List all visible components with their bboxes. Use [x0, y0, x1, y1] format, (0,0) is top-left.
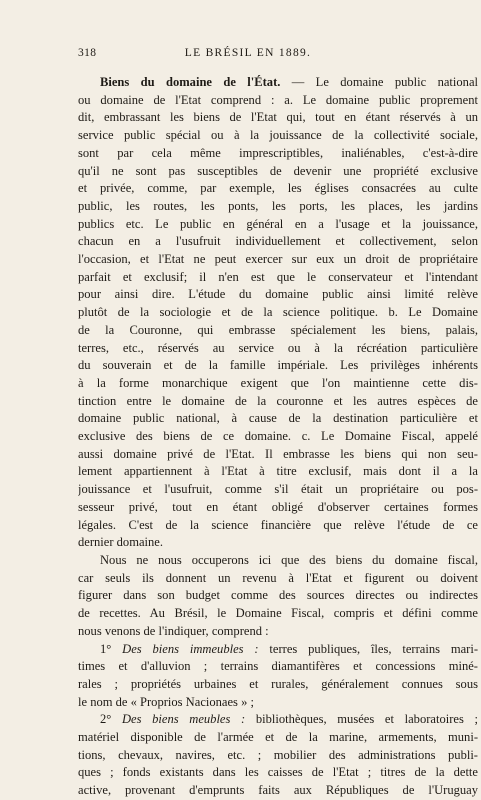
text-line [78, 782, 478, 800]
line-text: ou domaine de l'Etat comprend : a. Le domaine public proprement [78, 92, 478, 107]
text-line [78, 481, 478, 499]
line-text: ques ; fonds existants dans les caisses de l'Etat ; titres de la dette [78, 765, 478, 780]
text-line [78, 357, 478, 375]
line-text: dernier domaine. [78, 535, 164, 550]
text-line [78, 304, 478, 322]
text-line [78, 251, 478, 269]
line-text: times et d'alluvion ; terrains diamantifères et concessions miné- [78, 659, 478, 674]
text-line [78, 658, 478, 676]
section-heading: Biens du domaine de l'État. [100, 75, 281, 89]
line-text: le nom de « Proprios Nacionaes » ; [78, 694, 254, 709]
line-text: sesseur privé, tout en étant obligé d'observer certaines formes [78, 499, 478, 514]
text-line [78, 534, 478, 552]
line-text: terres, etc., réservés au service ou à la récréation particulière [78, 340, 478, 355]
text-line [78, 446, 478, 464]
line-text: terres publiques, îles, terrains mari- [258, 641, 478, 656]
running-title: LE BRÉSIL EN 1889. [184, 47, 312, 59]
line-text: lement appartiennent à l'Etat à titre exclusif, mais dont il a la [78, 464, 478, 479]
line-text: — Le domaine public national [280, 75, 478, 89]
line-text: active, provenant d'emprunts faits aux Républiques de l'Uruguay [78, 783, 478, 798]
text-line [78, 74, 478, 92]
line-text: chacun en a l'usufruit individuellement et collectivement, selon [78, 234, 478, 249]
line-text: figurer dans son budget comme des sources directes ou indirectes [78, 588, 478, 603]
text-line [78, 694, 478, 712]
text-line [78, 145, 478, 163]
line-text: parfait et exclusif; il n'en est que le conservateur et l'intendant [78, 269, 478, 284]
line-text: publics etc. Le public en général en a l'usage et la jouissance, [78, 216, 478, 231]
line-text: légales. C'est de la science financière que relève l'étude de ce [78, 517, 478, 532]
text-line [78, 92, 478, 110]
line-text: pour ainsi dire. L'étude du domaine public ainsi limité relève [78, 287, 478, 302]
text-line [78, 517, 478, 535]
text-line [78, 587, 478, 605]
body-text [78, 74, 478, 800]
text-line [78, 163, 478, 181]
line-text: dit, embrassant les biens de l'Etat qui, tout en étant réservés à un [78, 110, 478, 125]
text-line [78, 552, 478, 570]
list-item-heading: Des biens immeubles : [122, 641, 259, 656]
line-text: du souverain et de la famille impériale. Les privilèges inhérents [78, 358, 478, 373]
line-text: nous venons de l'indiquer, comprend : [78, 623, 269, 638]
text-line [78, 711, 478, 729]
text-line [78, 499, 478, 517]
line-text: qu'il ne sont pas susceptibles de devenir une propriété exclusive [78, 163, 478, 178]
text-line [78, 216, 478, 234]
line-text: sont par cela même imprescriptibles, inaliénables, c'est-à-dire [78, 145, 478, 160]
line-text: matériel disponible de l'armée et de la marine, armements, muni- [78, 730, 478, 745]
text-line [78, 623, 478, 641]
line-text: de recettes. Au Brésil, le Domaine Fiscal, compris et défini comme [78, 606, 478, 621]
line-text: de la Couronne, qui embrasse spécialement les biens, palais, [78, 322, 478, 337]
line-text: aussi domaine privé de l'Etat. Il embrasse les biens qui non seu- [78, 446, 478, 461]
page-number: 318 [78, 47, 97, 59]
running-header [78, 47, 418, 59]
text-line [78, 764, 478, 782]
text-line [78, 340, 478, 358]
line-text: exclusive des biens de ce domaine. c. Le Domaine Fiscal, appelé [78, 429, 478, 444]
line-text: service public spécial ou à la jouissance de la collectivité sociale, [78, 128, 478, 143]
line-text: Nous ne nous occuperons ici que des biens du domaine fiscal, [100, 552, 478, 567]
list-number: 1° [100, 641, 123, 656]
line-text: tions, chevaux, navires, etc. ; mobilier des administrations publi- [78, 747, 478, 762]
text-line [78, 393, 478, 411]
text-line [78, 233, 478, 251]
line-text: et privée, comme, par exemple, les églises consacrées au culte [78, 181, 478, 196]
text-line [78, 127, 478, 145]
list-number: 2° [100, 712, 122, 727]
text-line [78, 747, 478, 765]
line-text: public, les routes, les ponts, les ports, les places, les jardins [78, 198, 478, 213]
text-line [78, 428, 478, 446]
text-line [78, 676, 478, 694]
text-line [78, 109, 478, 127]
text-line [78, 322, 478, 340]
line-text: bibliothèques, musées et laboratoires ; [245, 712, 478, 727]
text-line [78, 410, 478, 428]
text-line [78, 729, 478, 747]
text-line [78, 286, 478, 304]
list-item-heading: Des biens meubles : [121, 712, 246, 727]
line-text: domaine public national, à cause de la destination particulière et [78, 411, 478, 426]
text-line [78, 269, 478, 287]
line-text: jouissance et l'usufruit, comme s'il était un propriétaire ou pos- [78, 482, 478, 497]
line-text: rales ; propriétés urbaines et rurales, généralement connues sous [78, 676, 478, 691]
line-text: à la forme monarchique exigent que l'on maintienne cette dis- [78, 375, 478, 390]
text-line [78, 198, 478, 216]
line-text: car seuls ils donnent un revenu à l'Etat et figurent ou doivent [78, 570, 478, 585]
line-text: l'occasion, et l'Etat ne peut exercer sur eux un droit de propriétaire [78, 252, 478, 267]
line-text: tinction entre le domaine de la couronne et les autres espèces de [78, 393, 478, 408]
line-text: plutôt de la sociologie et de la science politique. b. Le Domaine [78, 305, 478, 320]
text-line [78, 570, 478, 588]
text-line [78, 375, 478, 393]
text-line [78, 605, 478, 623]
text-line [78, 463, 478, 481]
text-line [78, 641, 478, 659]
text-line [78, 180, 478, 198]
